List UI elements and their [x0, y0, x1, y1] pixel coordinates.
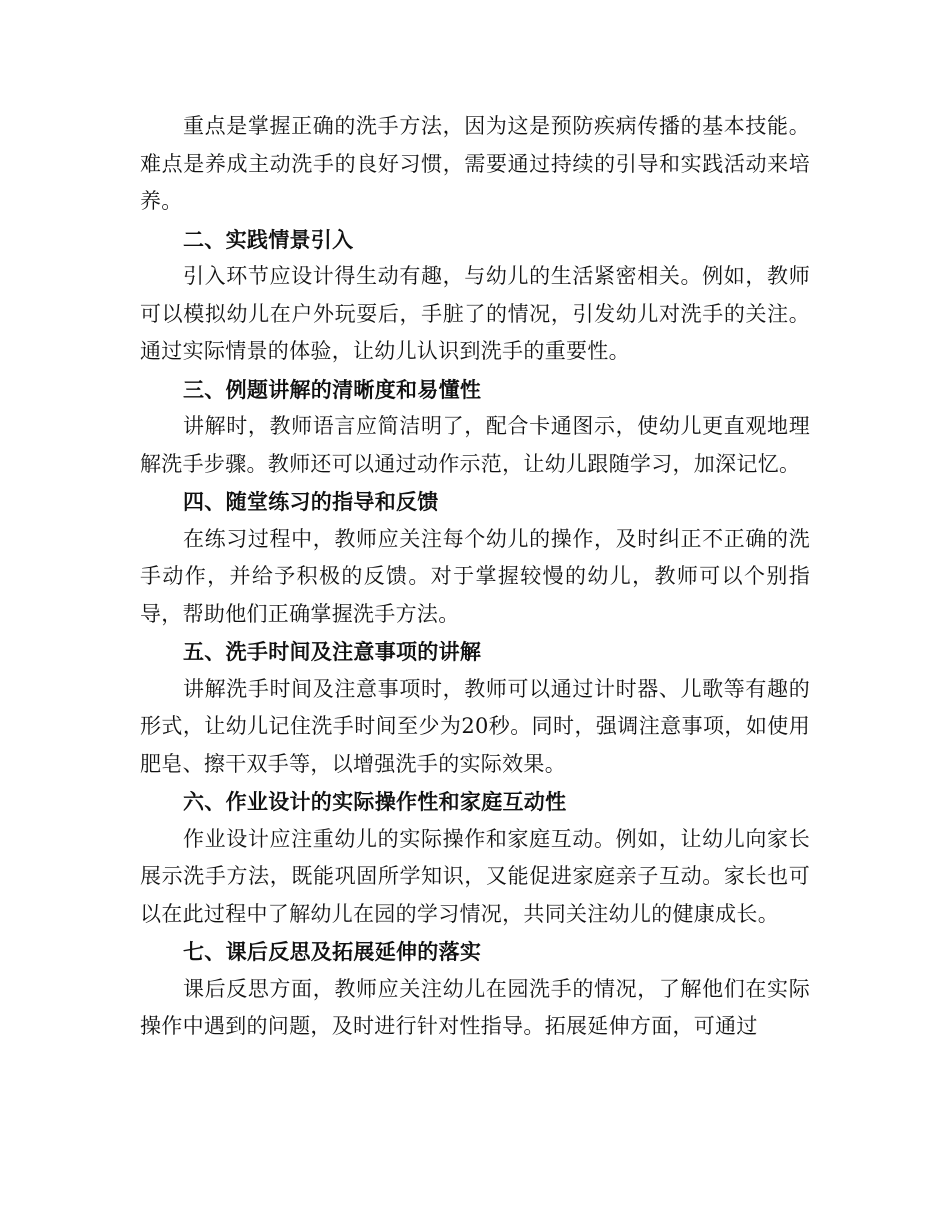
section-body-6: 作业设计应注重幼儿的实际操作和家庭互动。例如，让幼儿向家长展示洗手方法，既能巩固所学知识，又能促进家庭亲子互动。家长也可以在此过程中了解幼儿在园的学习情况，共同关注幼儿的健康成长。: [140, 826, 810, 926]
section-heading-2: 二、实践情景引入: [183, 226, 354, 252]
section-body-3: 讲解时，教师语言应简洁明了，配合卡通图示，使幼儿更直观地理解洗手步骤。教师还可以通过动作示范，让幼儿跟随学习，加深记忆。: [140, 414, 810, 476]
section-body-7: 课后反思方面，教师应关注幼儿在园洗手的情况，了解他们在实际操作中遇到的问题，及时进行针对性指导。拓展延伸方面，可通过: [140, 976, 810, 1038]
section-body-5: 讲解洗手时间及注意事项时，教师可以通过计时器、儿歌等有趣的形式，让幼儿记住洗手时间至少为20秒。同时，强调注意事项，如使用肥皂、擦干双手等，以增强洗手的实际效果。: [140, 676, 810, 776]
section-body-4: 在练习过程中，教师应关注每个幼儿的操作，及时纠正不正确的洗手动作，并给予积极的反馈。对于掌握较慢的幼儿，教师可以个别指导，帮助他们正确掌握洗手方法。: [140, 526, 810, 626]
section-heading-6: 六、作业设计的实际操作性和家庭互动性: [183, 789, 567, 814]
intro-paragraph: 重点是掌握正确的洗手方法，因为这是预防疾病传播的基本技能。难点是养成主动洗手的良好习惯，需要通过持续的引导和实践活动来培养。: [140, 114, 810, 213]
section-heading-7: 七、课后反思及拓展延伸的落实: [183, 939, 482, 964]
section-heading-5: 五、洗手时间及注意事项的讲解: [183, 639, 482, 664]
section-body-2: 引入环节应设计得生动有趣，与幼儿的生活紧密相关。例如，教师可以模拟幼儿在户外玩耍后，手脏了的情况，引发幼儿对洗手的关注。通过实际情景的体验，让幼儿认识到洗手的重要性。: [140, 264, 810, 363]
section-heading-4: 四、随堂练习的指导和反馈: [183, 489, 439, 514]
section-heading-3: 三、例题讲解的清晰度和易懂性: [183, 376, 482, 402]
document-body: [140, 108, 810, 1046]
